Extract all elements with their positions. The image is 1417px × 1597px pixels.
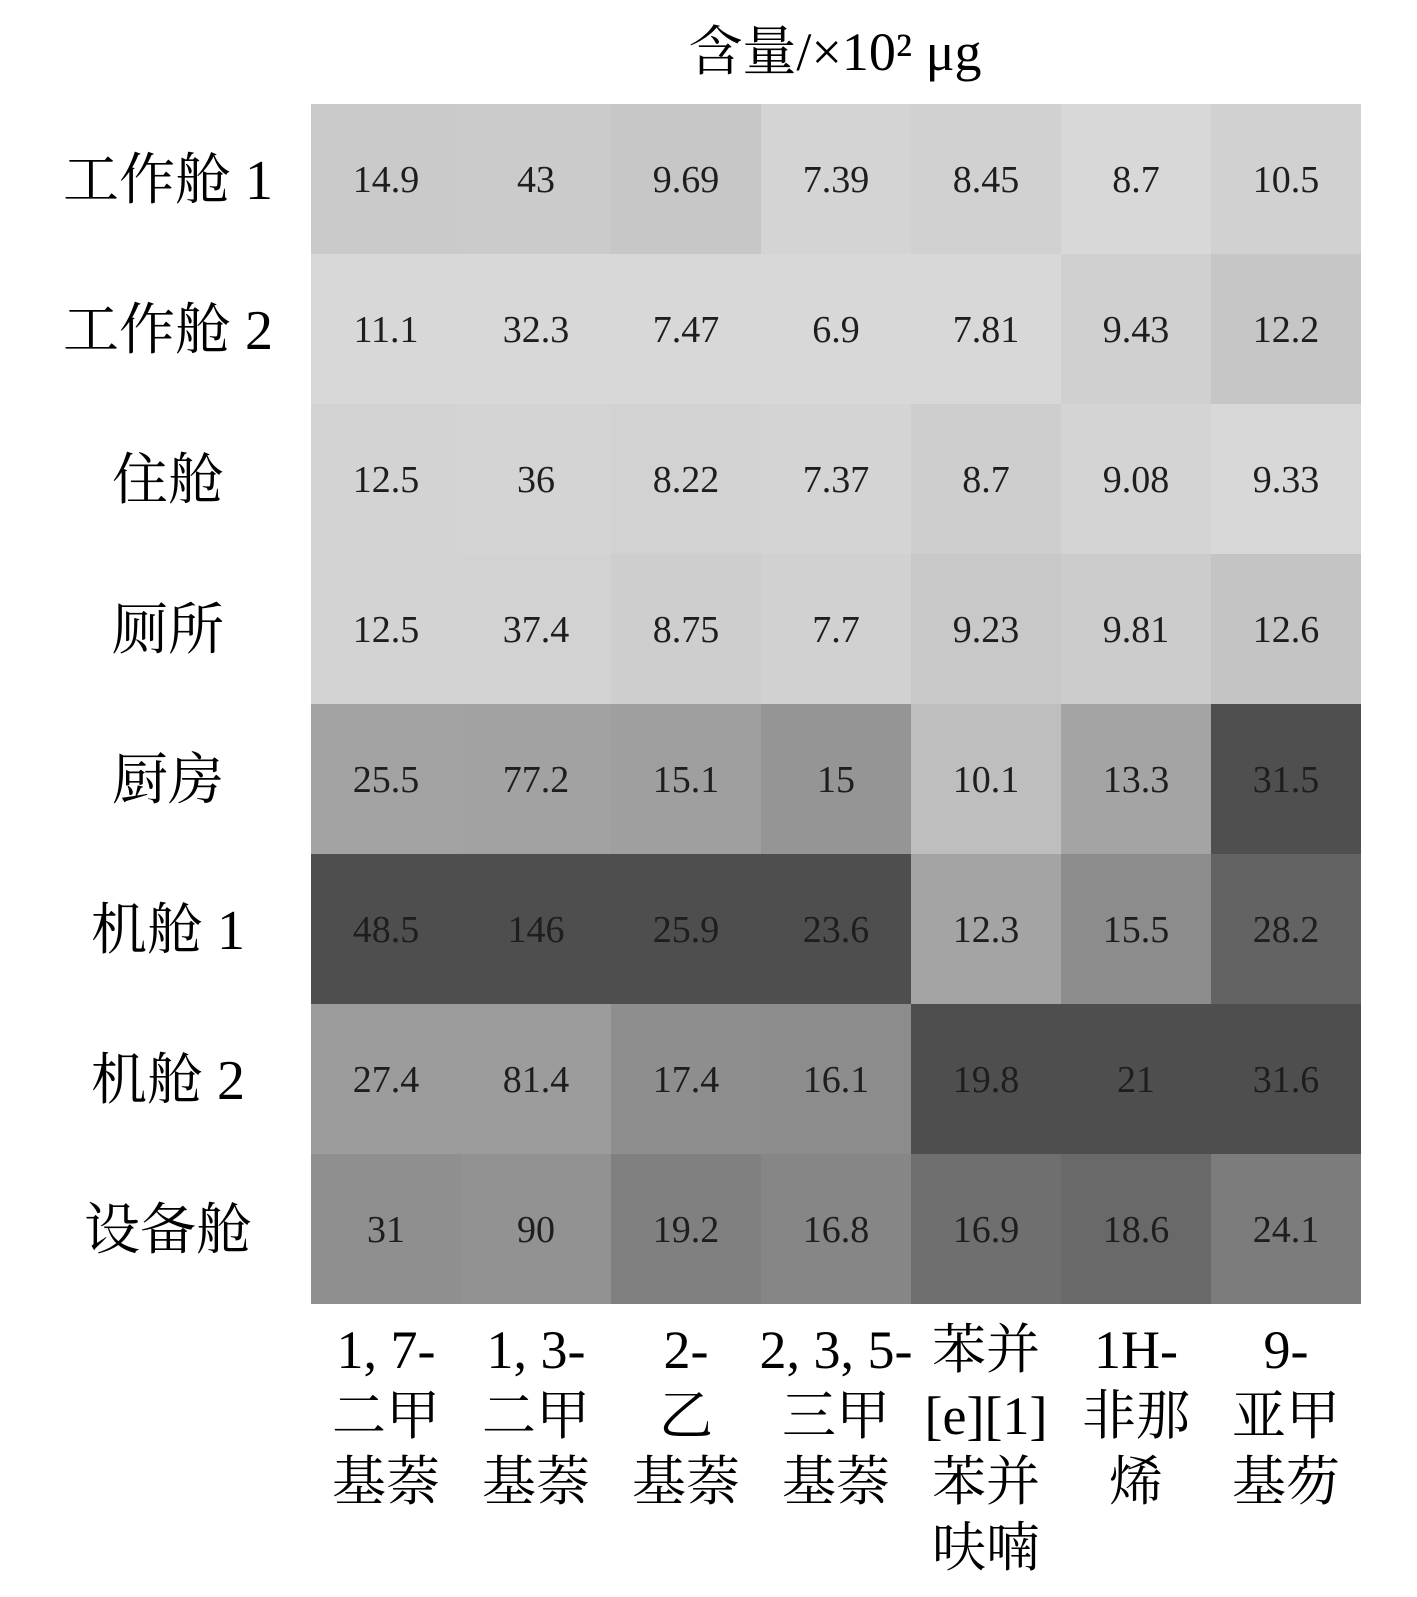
cell-value-label: 25.9: [652, 909, 720, 951]
cell-value-label: 15: [817, 759, 855, 801]
chart-title: 含量/×10² μg: [688, 22, 982, 82]
cell-value-label: 16.1: [802, 1059, 870, 1101]
cell-value-label: 28.2: [1252, 909, 1320, 951]
column-label-line: 1, 7-: [336, 1320, 436, 1380]
cell-value-label: 24.1: [1252, 1209, 1320, 1251]
column-label-line: 1, 3-: [486, 1320, 586, 1380]
cell-value-label: 13.3: [1102, 759, 1170, 801]
column-label-line: 2, 3, 5-: [759, 1320, 913, 1380]
column-label-line: 苯并: [932, 1452, 1040, 1512]
cell-value-label: 8.75: [652, 609, 720, 651]
cell-value-label: 48.5: [352, 909, 420, 951]
row-label: 机舱 2: [91, 1050, 245, 1112]
cell-value-label: 12.5: [352, 459, 420, 501]
column-label-line: 乙: [659, 1386, 713, 1446]
cell-value-label: 9.08: [1102, 459, 1170, 501]
cell-value-label: 18.6: [1102, 1209, 1170, 1251]
cell-value-label: 17.4: [652, 1059, 720, 1101]
cell-value-label: 12.3: [952, 909, 1020, 951]
cell-value-label: 43: [517, 159, 555, 201]
column-label-line: [e][1]: [924, 1386, 1048, 1446]
cell-value-label: 8.22: [652, 459, 720, 501]
cell-value-label: 36: [517, 459, 555, 501]
cell-value-label: 8.7: [1112, 159, 1160, 201]
row-label: 工作舱 1: [63, 150, 273, 212]
cell-value-label: 8.45: [952, 159, 1020, 201]
column-label-line: 基萘: [632, 1452, 740, 1512]
cell-value-label: 81.4: [502, 1059, 570, 1101]
cell-value-label: 32.3: [502, 309, 570, 351]
column-label-line: 基芴: [1232, 1452, 1340, 1512]
cell-value-label: 9.43: [1102, 309, 1170, 351]
cell-value-label: 7.81: [952, 309, 1020, 351]
column-label-line: 9-: [1263, 1320, 1309, 1380]
cell-value-label: 15.5: [1102, 909, 1170, 951]
cell-value-label: 12.5: [352, 609, 420, 651]
cell-value-label: 7.37: [802, 459, 870, 501]
cell-value-label: 11.1: [353, 309, 419, 351]
cell-value-label: 31: [367, 1209, 405, 1251]
cell-value-label: 10.1: [952, 759, 1020, 801]
row-label: 机舱 1: [91, 900, 245, 962]
cell-value-label: 31.6: [1252, 1059, 1320, 1101]
cell-value-label: 15.1: [652, 759, 720, 801]
cell-value-label: 10.5: [1252, 159, 1320, 201]
column-label-line: 1H-: [1094, 1320, 1178, 1380]
cell-value-label: 9.23: [952, 609, 1020, 651]
cell-value-label: 16.9: [952, 1209, 1020, 1251]
cell-value-label: 25.5: [352, 759, 420, 801]
row-label: 厨房: [112, 750, 224, 812]
cell-value-label: 19.2: [652, 1209, 720, 1251]
cell-value-label: 27.4: [352, 1059, 420, 1101]
cell-value-label: 90: [517, 1209, 555, 1251]
column-label-line: 烯: [1109, 1452, 1163, 1512]
column-label-line: 基萘: [332, 1452, 440, 1512]
column-label-line: 基萘: [782, 1452, 890, 1512]
column-label-line: 二甲: [332, 1386, 440, 1446]
column-label-line: 呋喃: [932, 1518, 1040, 1578]
cell-value-label: 23.6: [802, 909, 870, 951]
cell-value-label: 7.47: [652, 309, 720, 351]
column-label-line: 亚甲: [1232, 1386, 1340, 1446]
column-label-line: 苯并: [932, 1320, 1040, 1380]
cell-value-label: 8.7: [962, 459, 1010, 501]
row-label: 厕所: [112, 600, 224, 662]
column-label-line: 三甲: [782, 1386, 890, 1446]
cell-value-label: 7.39: [802, 159, 870, 201]
cell-value-label: 14.9: [352, 159, 420, 201]
cell-value-label: 146: [507, 909, 565, 951]
cell-value-label: 9.69: [652, 159, 720, 201]
cell-value-label: 7.7: [812, 609, 860, 651]
cell-value-label: 37.4: [502, 609, 570, 651]
row-label: 工作舱 2: [63, 300, 273, 362]
cell-value-label: 16.8: [802, 1209, 870, 1251]
cell-value-label: 21: [1117, 1059, 1155, 1101]
cell-value-label: 9.33: [1252, 459, 1320, 501]
cell-value-label: 12.2: [1252, 309, 1320, 351]
cell-value-label: 9.81: [1102, 609, 1170, 651]
cell-value-label: 31.5: [1252, 759, 1320, 801]
column-label-line: 非那: [1082, 1386, 1190, 1446]
cell-value-label: 77.2: [502, 759, 570, 801]
column-label-line: 2-: [663, 1320, 709, 1380]
cell-value-label: 6.9: [812, 309, 860, 351]
row-label: 住舱: [112, 450, 224, 512]
column-label-line: 基萘: [482, 1452, 590, 1512]
column-label-line: 二甲: [482, 1386, 590, 1446]
cell-value-label: 12.6: [1252, 609, 1320, 651]
cell-value-label: 19.8: [952, 1059, 1020, 1101]
row-label: 设备舱: [84, 1200, 252, 1262]
